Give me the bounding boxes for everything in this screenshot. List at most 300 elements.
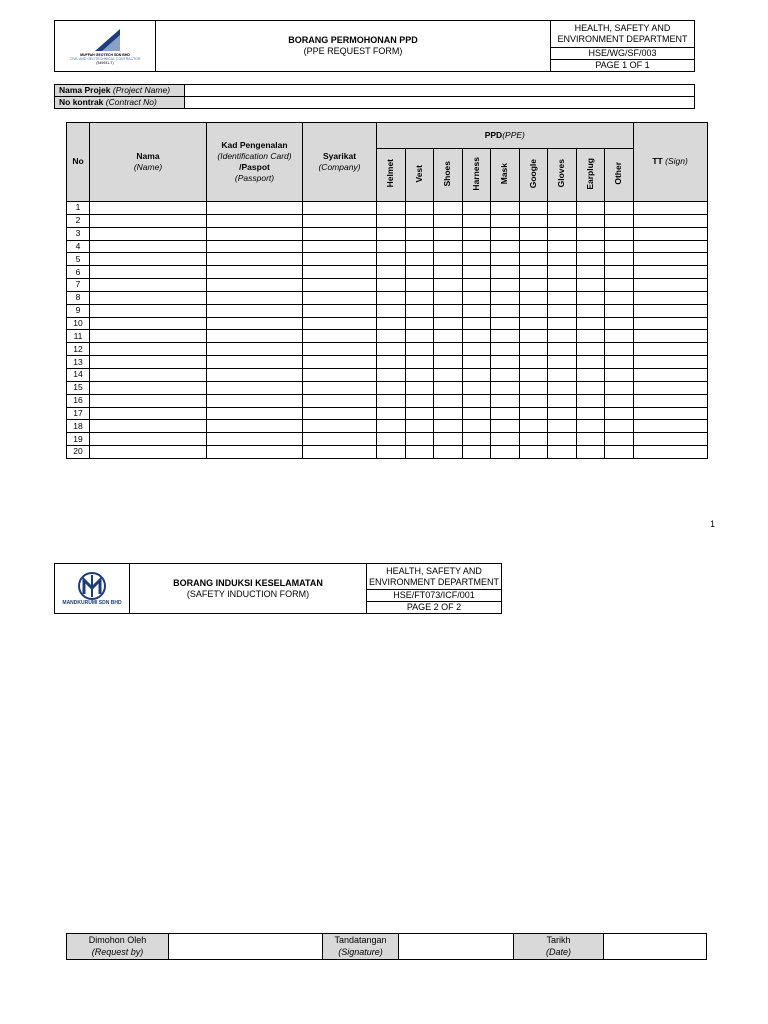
ppe-check-cell[interactable] (434, 433, 463, 446)
name-cell[interactable] (90, 202, 207, 215)
company-cell[interactable] (303, 304, 377, 317)
id-cell[interactable] (207, 433, 303, 446)
ppe-check-cell[interactable] (519, 368, 548, 381)
id-cell[interactable] (207, 394, 303, 407)
ppe-check-cell[interactable] (462, 330, 491, 343)
name-cell[interactable] (90, 446, 207, 459)
ppe-check-cell[interactable] (576, 304, 605, 317)
ppe-check-cell[interactable] (491, 279, 520, 292)
ppe-check-cell[interactable] (405, 214, 434, 227)
id-cell[interactable] (207, 407, 303, 420)
form2-department-name: HEALTH, SAFETY AND ENVIRONMENT DEPARTMENT (367, 564, 502, 590)
ppe-check-cell[interactable] (491, 227, 520, 240)
row-number: 20 (67, 446, 90, 459)
ppe-check-cell[interactable] (605, 291, 634, 304)
ppe-check-cell[interactable] (519, 253, 548, 266)
ppe-check-cell[interactable] (462, 394, 491, 407)
sign-cell[interactable] (633, 343, 707, 356)
form-code: HSE/WG/SF/003 (551, 48, 695, 60)
ppe-check-cell[interactable] (548, 279, 577, 292)
table-row (67, 420, 708, 433)
project-info-table (54, 84, 695, 109)
name-cell[interactable] (90, 381, 207, 394)
ppe-check-cell[interactable] (462, 227, 491, 240)
company-cell[interactable] (303, 407, 377, 420)
id-cell[interactable] (207, 279, 303, 292)
ppe-check-cell[interactable] (548, 356, 577, 369)
row-number: 5 (67, 253, 90, 266)
ppe-check-cell[interactable] (519, 279, 548, 292)
ppe-check-cell[interactable] (576, 317, 605, 330)
company-cell[interactable] (303, 356, 377, 369)
ppe-check-cell[interactable] (491, 202, 520, 215)
ppe-check-cell[interactable] (491, 368, 520, 381)
row-number: 18 (67, 420, 90, 433)
ppe-check-cell[interactable] (548, 266, 577, 279)
ppe-check-cell[interactable] (405, 381, 434, 394)
ppe-check-cell[interactable] (519, 330, 548, 343)
ppe-check-cell[interactable] (462, 304, 491, 317)
sign-cell[interactable] (633, 291, 707, 304)
name-cell[interactable] (90, 214, 207, 227)
ppe-check-cell[interactable] (405, 343, 434, 356)
ppe-check-cell[interactable] (491, 394, 520, 407)
ppe-check-cell[interactable] (377, 407, 406, 420)
ppe-check-cell[interactable] (548, 227, 577, 240)
company-cell[interactable] (303, 330, 377, 343)
company-cell[interactable] (303, 394, 377, 407)
company-cell[interactable] (303, 266, 377, 279)
ppe-check-cell[interactable] (405, 446, 434, 459)
ppe-check-cell[interactable] (405, 330, 434, 343)
id-cell[interactable] (207, 291, 303, 304)
ppe-check-cell[interactable] (605, 227, 634, 240)
logo-line-1: MUFFAH GEOTECH SDN BHD (80, 53, 130, 57)
ppe-check-cell[interactable] (462, 266, 491, 279)
id-cell[interactable] (207, 420, 303, 433)
ppe-check-cell[interactable] (434, 317, 463, 330)
ppe-check-cell[interactable] (377, 253, 406, 266)
row-number: 9 (67, 304, 90, 317)
ppe-check-cell[interactable] (605, 266, 634, 279)
ppe-check-cell[interactable] (434, 381, 463, 394)
name-cell[interactable] (90, 304, 207, 317)
date-field[interactable] (604, 934, 707, 960)
logo-line-2: CIVIL AND GEOTECHNICAL CONTRACTOR (69, 57, 141, 61)
table-row (67, 227, 708, 240)
table-row (67, 317, 708, 330)
ppe-check-cell[interactable] (519, 240, 548, 253)
ppe-check-cell[interactable] (548, 433, 577, 446)
company-cell[interactable] (303, 420, 377, 433)
ppe-check-cell[interactable] (491, 317, 520, 330)
ppe-item-label: Vest (413, 164, 424, 183)
sign-cell[interactable] (633, 266, 707, 279)
ppe-check-cell[interactable] (605, 279, 634, 292)
ppe-check-cell[interactable] (405, 304, 434, 317)
ppe-check-cell[interactable] (462, 240, 491, 253)
id-cell[interactable] (207, 356, 303, 369)
ppe-check-cell[interactable] (405, 240, 434, 253)
ppe-check-cell[interactable] (405, 291, 434, 304)
ppe-check-cell[interactable] (491, 291, 520, 304)
ppe-check-cell[interactable] (377, 343, 406, 356)
ppe-check-cell[interactable] (605, 381, 634, 394)
ppe-check-cell[interactable] (491, 253, 520, 266)
ppe-check-cell[interactable] (377, 330, 406, 343)
signature-field[interactable] (399, 934, 514, 960)
ppe-item-header (519, 149, 548, 202)
company-cell[interactable] (303, 433, 377, 446)
sign-cell[interactable] (633, 317, 707, 330)
sign-cell[interactable] (633, 227, 707, 240)
company-logo (55, 21, 156, 72)
company-cell[interactable] (303, 368, 377, 381)
name-cell[interactable] (90, 343, 207, 356)
ppe-check-cell[interactable] (605, 330, 634, 343)
ppe-check-cell[interactable] (605, 420, 634, 433)
id-cell[interactable] (207, 381, 303, 394)
ppe-check-cell[interactable] (519, 291, 548, 304)
table-row (67, 407, 708, 420)
ppe-check-cell[interactable] (548, 330, 577, 343)
ppe-check-cell[interactable] (576, 214, 605, 227)
ppe-check-cell[interactable] (377, 214, 406, 227)
ppe-check-cell[interactable] (405, 279, 434, 292)
ppe-item-header (576, 149, 605, 202)
name-cell[interactable] (90, 317, 207, 330)
signoff-table (66, 933, 707, 960)
ppe-check-cell[interactable] (576, 330, 605, 343)
ppe-check-cell[interactable] (377, 368, 406, 381)
id-cell[interactable] (207, 304, 303, 317)
id-cell[interactable] (207, 240, 303, 253)
name-cell[interactable] (90, 420, 207, 433)
ppe-check-cell[interactable] (434, 394, 463, 407)
row-number: 3 (67, 227, 90, 240)
ppe-check-cell[interactable] (576, 381, 605, 394)
company-cell[interactable] (303, 381, 377, 394)
name-cell[interactable] (90, 433, 207, 446)
ppe-check-cell[interactable] (434, 446, 463, 459)
form2-title: BORANG INDUKSI KESELAMATAN (173, 577, 323, 588)
company-cell[interactable] (303, 227, 377, 240)
table-row (67, 202, 708, 215)
ppe-check-cell[interactable] (519, 266, 548, 279)
sign-cell[interactable] (633, 253, 707, 266)
ppe-check-cell[interactable] (491, 446, 520, 459)
ppe-check-cell[interactable] (576, 407, 605, 420)
name-cell[interactable] (90, 240, 207, 253)
ppe-check-cell[interactable] (434, 202, 463, 215)
ppe-check-cell[interactable] (377, 202, 406, 215)
ppe-check-cell[interactable] (519, 356, 548, 369)
ppe-check-cell[interactable] (491, 304, 520, 317)
company-cell[interactable] (303, 343, 377, 356)
ppe-check-cell[interactable] (434, 253, 463, 266)
ppe-check-cell[interactable] (434, 330, 463, 343)
company-cell[interactable] (303, 317, 377, 330)
ppe-check-cell[interactable] (519, 420, 548, 433)
ppe-check-cell[interactable] (434, 343, 463, 356)
ppe-check-cell[interactable] (548, 394, 577, 407)
id-cell[interactable] (207, 227, 303, 240)
ppe-check-cell[interactable] (491, 266, 520, 279)
ppe-check-cell[interactable] (548, 202, 577, 215)
ppe-check-cell[interactable] (434, 304, 463, 317)
project-name-label: Nama Projek (Project Name) (55, 85, 185, 97)
sign-cell[interactable] (633, 356, 707, 369)
ppe-check-cell[interactable] (491, 330, 520, 343)
id-cell[interactable] (207, 343, 303, 356)
row-number: 8 (67, 291, 90, 304)
ppe-check-cell[interactable] (434, 279, 463, 292)
ppe-check-cell[interactable] (519, 227, 548, 240)
ppe-check-cell[interactable] (548, 420, 577, 433)
ppe-check-cell[interactable] (434, 266, 463, 279)
ppe-check-cell[interactable] (434, 368, 463, 381)
ppe-check-cell[interactable] (605, 407, 634, 420)
ppe-item-label: Shoes (442, 160, 453, 187)
ppe-check-cell[interactable] (605, 343, 634, 356)
sign-cell[interactable] (633, 446, 707, 459)
ppe-check-cell[interactable] (434, 214, 463, 227)
ppe-check-cell[interactable] (605, 317, 634, 330)
ppe-check-cell[interactable] (576, 279, 605, 292)
ppe-check-cell[interactable] (576, 227, 605, 240)
ppe-check-cell[interactable] (576, 291, 605, 304)
ppe-check-cell[interactable] (519, 214, 548, 227)
sign-cell[interactable] (633, 420, 707, 433)
ppe-check-cell[interactable] (491, 240, 520, 253)
ppe-check-cell[interactable] (576, 253, 605, 266)
id-cell[interactable] (207, 253, 303, 266)
ppe-item-label: Harness (470, 156, 481, 191)
ppe-check-cell[interactable] (462, 253, 491, 266)
ppe-check-cell[interactable] (434, 356, 463, 369)
ppe-check-cell[interactable] (576, 446, 605, 459)
sign-cell[interactable] (633, 214, 707, 227)
company-cell[interactable] (303, 240, 377, 253)
ppe-check-cell[interactable] (491, 433, 520, 446)
ppe-check-cell[interactable] (377, 420, 406, 433)
company-cell[interactable] (303, 253, 377, 266)
ppe-check-cell[interactable] (605, 368, 634, 381)
ppe-check-cell[interactable] (605, 202, 634, 215)
ppe-check-cell[interactable] (576, 356, 605, 369)
row-number: 6 (67, 266, 90, 279)
sign-cell[interactable] (633, 433, 707, 446)
ppe-check-cell[interactable] (519, 202, 548, 215)
ppe-check-cell[interactable] (491, 381, 520, 394)
ppe-check-cell[interactable] (462, 381, 491, 394)
ppe-check-cell[interactable] (548, 381, 577, 394)
sign-cell[interactable] (633, 202, 707, 215)
ppe-check-cell[interactable] (434, 240, 463, 253)
ppe-check-cell[interactable] (605, 240, 634, 253)
ppe-check-cell[interactable] (548, 214, 577, 227)
name-cell[interactable] (90, 368, 207, 381)
name-cell[interactable] (90, 291, 207, 304)
id-cell[interactable] (207, 317, 303, 330)
ppe-check-cell[interactable] (519, 446, 548, 459)
ppe-check-cell[interactable] (434, 407, 463, 420)
ppe-check-cell[interactable] (576, 240, 605, 253)
company-cell[interactable] (303, 291, 377, 304)
ppe-check-cell[interactable] (377, 240, 406, 253)
ppe-check-cell[interactable] (462, 279, 491, 292)
ppe-check-cell[interactable] (605, 214, 634, 227)
company-cell[interactable] (303, 279, 377, 292)
ppe-check-cell[interactable] (605, 356, 634, 369)
ppe-check-cell[interactable] (548, 253, 577, 266)
ppe-check-cell[interactable] (576, 433, 605, 446)
ppe-check-cell[interactable] (491, 214, 520, 227)
ppe-check-cell[interactable] (462, 407, 491, 420)
ppe-check-cell[interactable] (377, 291, 406, 304)
sign-cell[interactable] (633, 368, 707, 381)
ppe-check-cell[interactable] (491, 343, 520, 356)
requested-by-field[interactable] (169, 934, 323, 960)
ppe-check-cell[interactable] (377, 304, 406, 317)
ppe-check-cell[interactable] (462, 291, 491, 304)
ppe-check-cell[interactable] (462, 317, 491, 330)
ppe-check-cell[interactable] (605, 304, 634, 317)
ppe-check-cell[interactable] (405, 266, 434, 279)
name-cell[interactable] (90, 266, 207, 279)
ppe-check-cell[interactable] (377, 381, 406, 394)
name-cell[interactable] (90, 407, 207, 420)
form2-title-cell (130, 564, 367, 614)
ppe-check-cell[interactable] (405, 394, 434, 407)
ppe-check-cell[interactable] (576, 420, 605, 433)
id-cell[interactable] (207, 446, 303, 459)
company-cell[interactable] (303, 214, 377, 227)
ppe-check-cell[interactable] (548, 291, 577, 304)
ppe-check-cell[interactable] (519, 381, 548, 394)
ppe-check-cell[interactable] (405, 433, 434, 446)
ppe-check-cell[interactable] (548, 407, 577, 420)
sign-cell[interactable] (633, 330, 707, 343)
form-header-induction (54, 563, 502, 614)
ppe-check-cell[interactable] (377, 266, 406, 279)
ppe-check-cell[interactable] (462, 446, 491, 459)
ppe-check-cell[interactable] (377, 317, 406, 330)
id-cell[interactable] (207, 330, 303, 343)
ppe-check-cell[interactable] (377, 446, 406, 459)
name-cell[interactable] (90, 227, 207, 240)
ppe-check-cell[interactable] (519, 343, 548, 356)
ppe-check-cell[interactable] (434, 291, 463, 304)
name-cell[interactable] (90, 253, 207, 266)
id-cell[interactable] (207, 214, 303, 227)
ppe-check-cell[interactable] (605, 446, 634, 459)
sign-cell[interactable] (633, 407, 707, 420)
ppe-check-cell[interactable] (519, 407, 548, 420)
ppe-check-cell[interactable] (519, 433, 548, 446)
company-cell[interactable] (303, 202, 377, 215)
ppe-check-cell[interactable] (605, 253, 634, 266)
ppe-check-cell[interactable] (548, 343, 577, 356)
name-cell[interactable] (90, 279, 207, 292)
ppe-check-cell[interactable] (576, 202, 605, 215)
project-name-field[interactable] (185, 85, 695, 97)
logo-triangle-icon (80, 27, 130, 53)
ppe-check-cell[interactable] (377, 394, 406, 407)
sign-cell[interactable] (633, 381, 707, 394)
ppe-check-cell[interactable] (462, 433, 491, 446)
ppe-check-cell[interactable] (377, 279, 406, 292)
ppe-check-cell[interactable] (605, 433, 634, 446)
sign-cell[interactable] (633, 304, 707, 317)
table-row (67, 446, 708, 459)
ppe-check-cell[interactable] (576, 343, 605, 356)
ppe-check-cell[interactable] (434, 420, 463, 433)
row-number: 10 (67, 317, 90, 330)
ppe-check-cell[interactable] (405, 202, 434, 215)
ppe-check-cell[interactable] (519, 394, 548, 407)
name-cell[interactable] (90, 356, 207, 369)
ppe-check-cell[interactable] (576, 394, 605, 407)
ppe-check-cell[interactable] (462, 368, 491, 381)
ppe-check-cell[interactable] (405, 356, 434, 369)
sign-cell[interactable] (633, 240, 707, 253)
ppe-check-cell[interactable] (548, 317, 577, 330)
row-number: 13 (67, 356, 90, 369)
sign-cell[interactable] (633, 394, 707, 407)
ppe-check-cell[interactable] (377, 356, 406, 369)
sign-cell[interactable] (633, 279, 707, 292)
id-cell[interactable] (207, 368, 303, 381)
logo-line-3: (549931-T) (96, 61, 114, 65)
ppe-check-cell[interactable] (519, 317, 548, 330)
ppe-check-cell[interactable] (405, 420, 434, 433)
company-cell[interactable] (303, 446, 377, 459)
row-number: 7 (67, 279, 90, 292)
ppe-check-cell[interactable] (405, 253, 434, 266)
ppe-check-cell[interactable] (576, 368, 605, 381)
ppe-check-cell[interactable] (491, 356, 520, 369)
ppe-check-cell[interactable] (462, 343, 491, 356)
ppe-check-cell[interactable] (605, 394, 634, 407)
contract-no-field[interactable] (185, 97, 695, 109)
id-cell[interactable] (207, 202, 303, 215)
ppe-check-cell[interactable] (405, 407, 434, 420)
ppe-check-cell[interactable] (519, 304, 548, 317)
ppe-check-cell[interactable] (377, 227, 406, 240)
ppe-check-cell[interactable] (462, 356, 491, 369)
ppe-check-cell[interactable] (405, 317, 434, 330)
ppe-check-cell[interactable] (377, 433, 406, 446)
name-cell[interactable] (90, 394, 207, 407)
ppe-check-cell[interactable] (548, 368, 577, 381)
ppe-check-cell[interactable] (491, 407, 520, 420)
ppe-check-cell[interactable] (491, 420, 520, 433)
ppe-check-cell[interactable] (576, 266, 605, 279)
id-cell[interactable] (207, 266, 303, 279)
ppe-check-cell[interactable] (405, 368, 434, 381)
ppe-check-cell[interactable] (434, 227, 463, 240)
ppe-check-cell[interactable] (548, 240, 577, 253)
ppe-check-cell[interactable] (462, 420, 491, 433)
ppe-check-cell[interactable] (548, 304, 577, 317)
ppe-check-cell[interactable] (462, 202, 491, 215)
ppe-check-cell[interactable] (405, 227, 434, 240)
name-cell[interactable] (90, 330, 207, 343)
ppe-check-cell[interactable] (548, 446, 577, 459)
ppe-check-cell[interactable] (462, 214, 491, 227)
row-number: 16 (67, 394, 90, 407)
